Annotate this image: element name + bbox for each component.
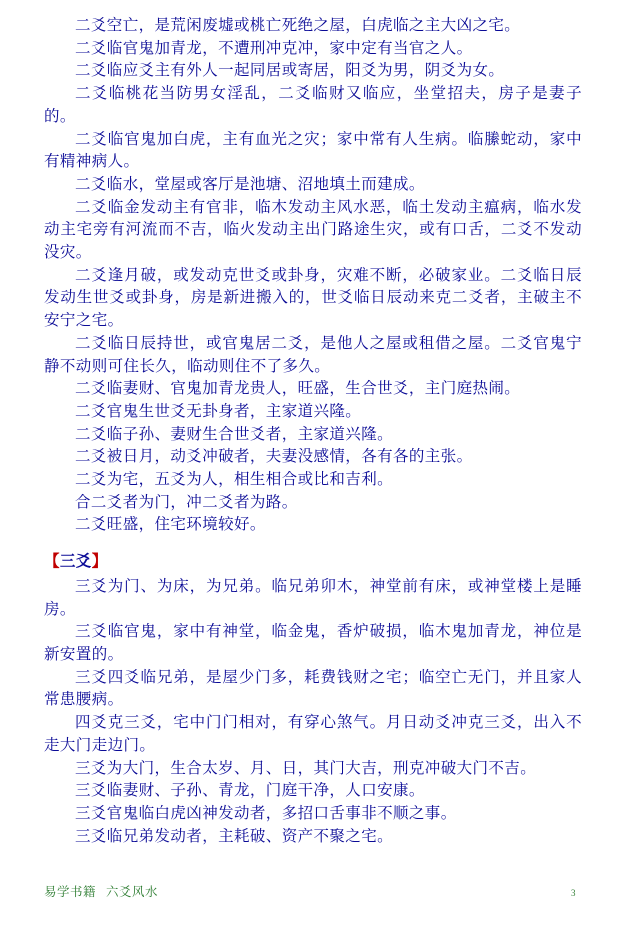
footer-chapter: 六爻风水	[106, 884, 159, 899]
section-two	[44, 14, 582, 536]
paragraph: 二爻临金发动主有官非，临木发动主风水恶，临土发动主瘟病，临水发动主宅旁有河流而不吉，临火发动主出门路途生灾，或有口舌，二爻不发动没灾。	[44, 197, 582, 262]
paragraph: 二爻临官鬼加白虎，主有血光之灾；家中常有人生病。临縢蛇动，家中有精神病人。	[44, 129, 582, 171]
page-content	[44, 14, 582, 847]
section-spacer	[44, 536, 582, 550]
paragraph: 三爻临官鬼，家中有神堂，临金鬼，香炉破损，临木鬼加青龙，神位是新安置的。	[44, 622, 582, 663]
paragraph: 二爻临应爻主有外人一起同居或寄居，阳爻为男，阴爻为女。	[75, 61, 505, 80]
section-three	[44, 550, 582, 847]
heading-text: 三爻	[59, 551, 92, 571]
paragraph: 三爻四爻临兄弟，是屋少门多，耗费钱财之宅；临空亡无门，并且家人常患腰病。	[44, 667, 582, 709]
footer-book-title: 易学书籍	[44, 884, 97, 899]
paragraph: 二爻临妻财、官鬼加青龙贵人，旺盛，生合世爻，主门庭热闹。	[75, 379, 521, 398]
paragraph: 二爻旺盛，住宅环境较好。	[75, 515, 266, 534]
heading-bracket-close: 】	[91, 551, 108, 571]
paragraph: 三爻为大门，生合太岁、月、日，其门大吉，刑克冲破大门不吉。	[75, 758, 537, 777]
paragraph: 二爻官鬼生世爻无卦身者，主家道兴隆。	[75, 401, 362, 420]
heading-bracket-open: 【	[44, 551, 60, 571]
paragraph: 三爻官鬼临白虎凶神发动者，多招口舌事非不顺之事。	[75, 803, 457, 822]
paragraph: 二爻临日辰持世，或官鬼居二爻，是他人之屋或租借之屋。二爻官鬼宁静不动则可住长久，临动则住不了多久。	[44, 333, 582, 375]
paragraph: 三爻为门、为床，为兄弟。临兄弟卯木，神堂前有床，或神堂楼上是睡房。	[44, 576, 582, 618]
page-number: 3	[571, 888, 576, 898]
paragraph: 二爻临水，堂屋或客厅是池塘、沼地填土而建成。	[75, 174, 425, 193]
paragraph: 合二爻者为门，冲二爻者为路。	[75, 492, 298, 511]
paragraph: 二爻空亡，是荒闲废墟或桃亡死绝之屋，白虎临之主大凶之宅。	[75, 16, 521, 34]
paragraph: 四爻克三爻，宅中门门相对，有穿心煞气。月日动爻冲克三爻，出入不走大门走边门。	[44, 713, 582, 754]
paragraph: 二爻临桃花当防男女淫乱，二爻临财又临应，坐堂招夫，房子是妻子的。	[44, 84, 582, 125]
paragraph: 二爻临子孙、妻财生合世爻者，主家道兴隆。	[75, 424, 394, 443]
paragraph: 二爻被日月，动爻冲破者，夫妻没感情，各有各的主张。	[75, 447, 473, 466]
paragraph: 三爻临兄弟发动者，主耗破、资产不聚之宅。	[75, 826, 394, 845]
page-footer	[44, 882, 158, 900]
paragraph: 三爻临妻财、子孙、青龙，门庭干净，人口安康。	[75, 781, 425, 800]
paragraph: 二爻为宅，五爻为人，相生相合或比和吉利。	[75, 470, 394, 489]
paragraph: 二爻临官鬼加青龙，不遭刑冲克冲，家中定有当官之人。	[75, 38, 473, 57]
section-heading	[44, 550, 582, 573]
paragraph: 二爻逢月破，或发动克世爻或卦身，灾难不断，必破家业。二爻临日辰发动生世爻或卦身，房是新进搬入的，世爻临日辰动来克二爻者，主破主不安宁之宅。	[44, 265, 582, 330]
